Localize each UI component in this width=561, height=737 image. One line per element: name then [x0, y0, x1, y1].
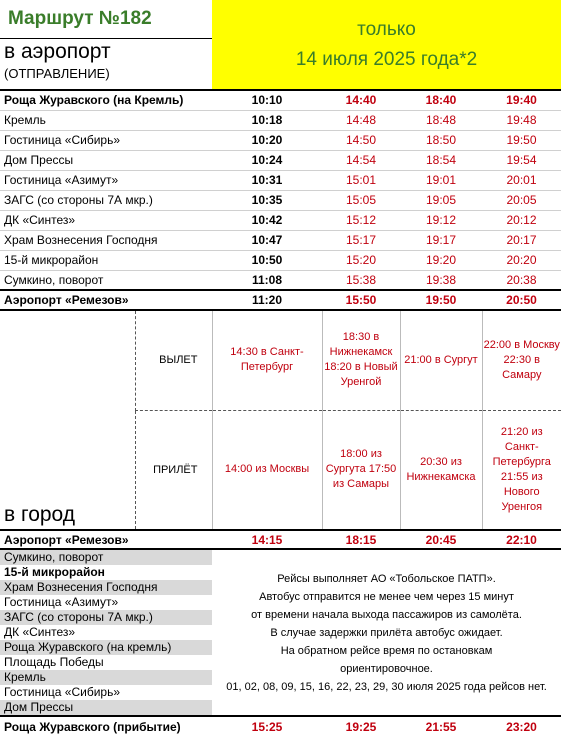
arrival-flight: 20:30 из Нижнекамска	[400, 410, 482, 530]
departure-time: 10:24	[212, 150, 322, 170]
stop-name: Сумкино, поворот	[0, 270, 212, 290]
date-banner	[212, 0, 561, 90]
departure-time: 20:38	[482, 270, 561, 290]
city-stop-name: Гостиница «Азимут»	[4, 595, 119, 609]
schedule-row	[0, 190, 561, 210]
to-city-rows	[0, 549, 561, 716]
city-end-time: 15:25	[212, 716, 322, 736]
departure-time: 20:17	[482, 230, 561, 250]
departure-time: 15:05	[322, 190, 400, 210]
city-stop-name: ДК «Синтез»	[4, 625, 76, 639]
note-line: На обратном рейсе время по остановкам	[280, 644, 493, 657]
arrival-flight: 14:00 из Москвы	[212, 410, 322, 530]
city-end-time: 19:25	[322, 716, 400, 736]
stop-name: Гостиница «Азимут»	[0, 170, 212, 190]
departure-time: 20:01	[482, 170, 561, 190]
departure-time: 15:38	[322, 270, 400, 290]
arrival-flight: 18:00 из Сургута 17:50 из Самары	[322, 410, 400, 530]
flights-left-blank	[0, 310, 135, 410]
city-end-stop: Роща Журавского (прибытие)	[0, 716, 212, 736]
departure-time: 19:17	[400, 230, 482, 250]
city-stop-name: ЗАГС (со стороны 7А мкр.)	[0, 610, 212, 625]
arrival-flight: 21:20 из Санкт-Петербурга 21:55 из Нового Уренгоя	[482, 410, 561, 530]
departure-flight: 18:30 в Нижнекамск 18:20 в Новый Уренгой	[322, 310, 400, 410]
departure-time: 14:50	[322, 130, 400, 150]
schedule-row	[0, 250, 561, 270]
departure-time: 19:05	[400, 190, 482, 210]
stop-name: Роща Журавского (на Кремль)	[0, 90, 212, 110]
note-line: 01, 02, 08, 09, 15, 16, 22, 23, 29, 30 июля 2025 года рейсов нет.	[226, 680, 547, 693]
city-row	[0, 549, 561, 565]
departure-time: 10:42	[212, 210, 322, 230]
departure-time: 20:50	[482, 290, 561, 310]
departure-time: 15:50	[322, 290, 400, 310]
schedule-row	[0, 130, 561, 150]
departure-time: 18:48	[400, 110, 482, 130]
city-end-time: 23:20	[482, 716, 561, 736]
departure-time: 20:05	[482, 190, 561, 210]
departure-time: 20:12	[482, 210, 561, 230]
departure-flight: 22:00 в Москву 22:30 в Самару	[482, 310, 561, 410]
stop-name: Храм Вознесения Господня	[0, 230, 212, 250]
departure-time: 10:35	[212, 190, 322, 210]
city-stop-name: Сумкино, поворот	[0, 549, 212, 565]
city-stop-name: 15-й микрорайон	[4, 565, 105, 579]
departure-time: 19:50	[482, 130, 561, 150]
departure-time: 11:20	[212, 290, 322, 310]
departure-time: 10:31	[212, 170, 322, 190]
city-start-stop: Аэропорт «Ремезов»	[0, 530, 212, 549]
city-start-time: 22:10	[482, 530, 561, 549]
departure-time: 10:20	[212, 130, 322, 150]
schedule-row	[0, 150, 561, 170]
departure-flight: 21:00 в Сургут	[400, 310, 482, 410]
stop-name: ДК «Синтез»	[0, 210, 212, 230]
note-line: Автобус отправится не менее чем через 15 минут	[259, 590, 514, 603]
departure-time: 10:18	[212, 110, 322, 130]
city-start-time: 14:15	[212, 530, 322, 549]
stop-name: Гостиница «Сибирь»	[0, 130, 212, 150]
note-line: от времени начала выхода пассажиров из самолёта.	[251, 608, 522, 621]
city-end-time: 21:55	[400, 716, 482, 736]
city-start-time: 18:15	[322, 530, 400, 549]
departure-time: 11:08	[212, 270, 322, 290]
city-start-time: 20:45	[400, 530, 482, 549]
route-title: Маршрут №182	[0, 0, 212, 38]
to-airport-rows	[0, 90, 561, 310]
service-note	[212, 549, 561, 716]
to-city-heading: в город	[4, 503, 76, 526]
departure-time: 19:12	[400, 210, 482, 230]
departure-time: 20:20	[482, 250, 561, 270]
departure-time: 14:40	[322, 90, 400, 110]
departure-time: 10:10	[212, 90, 322, 110]
stop-name: Аэропорт «Ремезов»	[0, 290, 212, 310]
only-label: только	[357, 18, 416, 40]
departure-time: 18:40	[400, 90, 482, 110]
city-stop-name: Гостиница «Сибирь»	[4, 685, 120, 699]
departure-time: 14:54	[322, 150, 400, 170]
departure-time: 19:38	[400, 270, 482, 290]
departure-time: 14:48	[322, 110, 400, 130]
city-stop-name: Кремль	[0, 670, 212, 685]
departure-time: 15:12	[322, 210, 400, 230]
departure-time: 19:20	[400, 250, 482, 270]
city-stop-name: Дом Прессы	[0, 700, 212, 716]
schedule-row	[0, 170, 561, 190]
schedule-row	[0, 270, 561, 290]
stop-name: Дом Прессы	[0, 150, 212, 170]
schedule-row	[0, 90, 561, 110]
departure-time: 15:01	[322, 170, 400, 190]
departure-time: 10:47	[212, 230, 322, 250]
schedule-row	[0, 290, 561, 310]
date-label: 14 июля 2025 года*2	[295, 48, 478, 70]
schedule-row	[0, 210, 561, 230]
schedule-row	[0, 110, 561, 130]
stop-name: ЗАГС (со стороны 7А мкр.)	[0, 190, 212, 210]
stop-name: Кремль	[0, 110, 212, 130]
departure-time: 19:01	[400, 170, 482, 190]
departure-time: 18:50	[400, 130, 482, 150]
note-line: Рейсы выполняет АО «Тобольское ПАТП».	[277, 572, 496, 585]
city-stop-name: Роща Журавского (на кремль)	[0, 640, 212, 655]
departure-time: 18:54	[400, 150, 482, 170]
departure-flights-label: ВЫЛЕТ	[135, 310, 212, 410]
departure-time: 19:48	[482, 110, 561, 130]
note-line: В случае задержки прилёта автобус ожидает.	[270, 626, 503, 639]
departure-flight: 14:30 в Санкт-Петербург	[212, 310, 322, 410]
schedule-row	[0, 230, 561, 250]
city-stop-name: Храм Вознесения Господня	[0, 580, 212, 595]
arrival-flights-label: ПРИЛЁТ	[135, 410, 212, 530]
departure-time: 15:17	[322, 230, 400, 250]
to-airport-heading: в аэропорт	[4, 40, 111, 64]
departure-time: 15:20	[322, 250, 400, 270]
departure-time: 19:54	[482, 150, 561, 170]
stop-name: 15-й микрорайон	[0, 250, 212, 270]
departure-time: 10:50	[212, 250, 322, 270]
city-stop-name: Площадь Победы	[4, 655, 104, 669]
departure-time: 19:50	[400, 290, 482, 310]
note-line: ориентировочное.	[340, 662, 433, 675]
departure-label: (ОТПРАВЛЕНИЕ)	[4, 66, 110, 81]
departure-time: 19:40	[482, 90, 561, 110]
